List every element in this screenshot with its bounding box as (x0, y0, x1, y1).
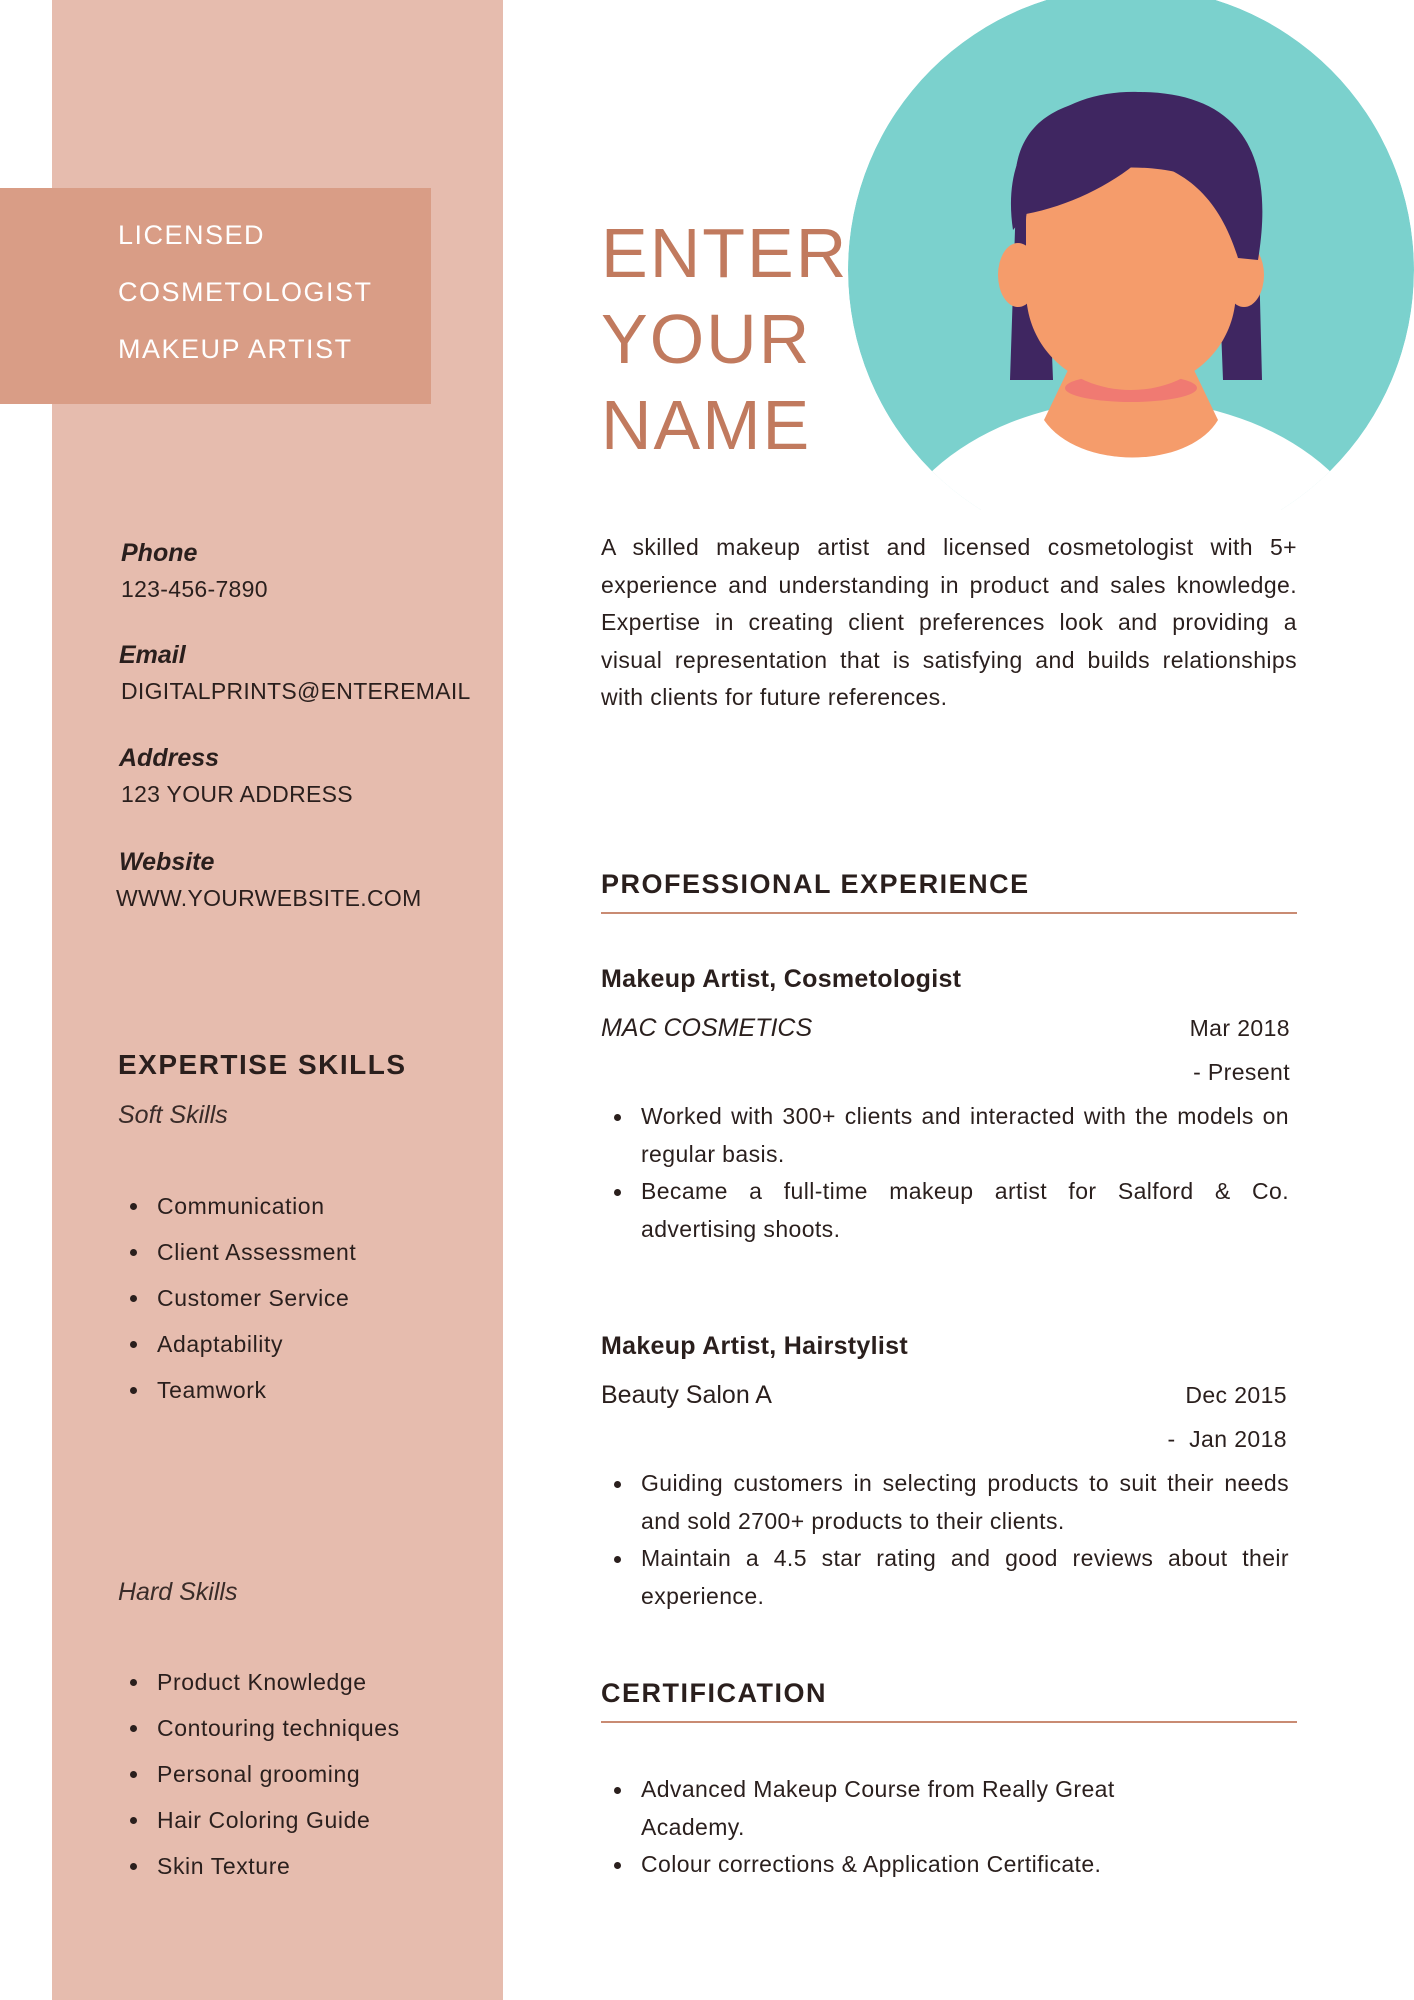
role-line: MAKEUP ARTIST (118, 334, 353, 364)
address-label: Address (119, 744, 220, 772)
list-item: Teamwork (118, 1367, 356, 1413)
phone-label: Phone (121, 539, 198, 567)
list-item: Contouring techniques (118, 1705, 400, 1751)
job-date-start: Dec 2015 (1185, 1382, 1287, 1408)
list-item: Became a full-time makeup artist for Salford & Co. advertising shoots. (601, 1173, 1289, 1248)
email-value: DIGITALPRINTS@ENTEREMAIL (121, 678, 471, 704)
website-value: WWW.YOURWEBSITE.COM (116, 885, 422, 911)
job-date-end: - Present (1193, 1059, 1290, 1085)
certification-heading: CERTIFICATION (601, 1678, 1297, 1723)
list-item: Advanced Makeup Course from Really Great Academy. (601, 1771, 1201, 1846)
job-bullets (601, 1098, 1289, 1248)
name-line: ENTER (601, 214, 849, 292)
list-item: Hair Coloring Guide (118, 1797, 400, 1843)
list-item: Adaptability (118, 1321, 356, 1367)
job-title: Makeup Artist, Cosmetologist (601, 965, 962, 993)
skills-heading: EXPERTISE SKILLS (118, 1049, 407, 1080)
hard-skills-list (118, 1659, 400, 1889)
list-item: Worked with 300+ clients and interacted with the models on regular basis. (601, 1098, 1289, 1173)
avatar (848, 0, 1414, 510)
summary-text: A skilled makeup artist and licensed cosmetologist with 5+ experience and understanding in product and sales knowledge. Expertise in creating client preferences look and providing a visual representation that is satisfying and builds relationships with clients for future references. (601, 534, 1297, 710)
role-title-box (0, 188, 431, 404)
name-line: NAME (601, 386, 812, 464)
certification-list (601, 1771, 1201, 1884)
list-item: Personal grooming (118, 1751, 400, 1797)
soft-skills-label: Soft Skills (118, 1101, 228, 1129)
job-company: MAC COSMETICS (601, 1014, 813, 1042)
phone-value: 123-456-7890 (121, 576, 268, 602)
job-company: Beauty Salon A (601, 1381, 772, 1409)
name-line: YOUR (601, 300, 812, 378)
job-bullets (601, 1465, 1289, 1615)
job-date-start: Mar 2018 (1189, 1015, 1290, 1041)
list-item: Skin Texture (118, 1843, 400, 1889)
list-item: Colour corrections & Application Certificate. (601, 1846, 1201, 1884)
list-item: Maintain a 4.5 star rating and good reviews about their experience. (601, 1540, 1289, 1615)
list-item: Client Assessment (118, 1229, 356, 1275)
list-item: Communication (118, 1183, 356, 1229)
hard-skills-label: Hard Skills (118, 1578, 238, 1606)
email-label: Email (119, 641, 186, 669)
soft-skills-list (118, 1183, 356, 1413)
list-item: Product Knowledge (118, 1659, 400, 1705)
list-item: Guiding customers in selecting products to suit their needs and sold 2700+ products to their clients. (601, 1465, 1289, 1540)
job-date-end: - Jan 2018 (1167, 1426, 1287, 1452)
address-value: 123 YOUR ADDRESS (121, 781, 353, 807)
role-line: LICENSED (118, 220, 266, 250)
list-item: Customer Service (118, 1275, 356, 1321)
experience-heading: PROFESSIONAL EXPERIENCE (601, 869, 1297, 914)
website-label: Website (119, 848, 215, 876)
role-line: COSMETOLOGIST (118, 277, 373, 307)
job-title: Makeup Artist, Hairstylist (601, 1332, 908, 1360)
